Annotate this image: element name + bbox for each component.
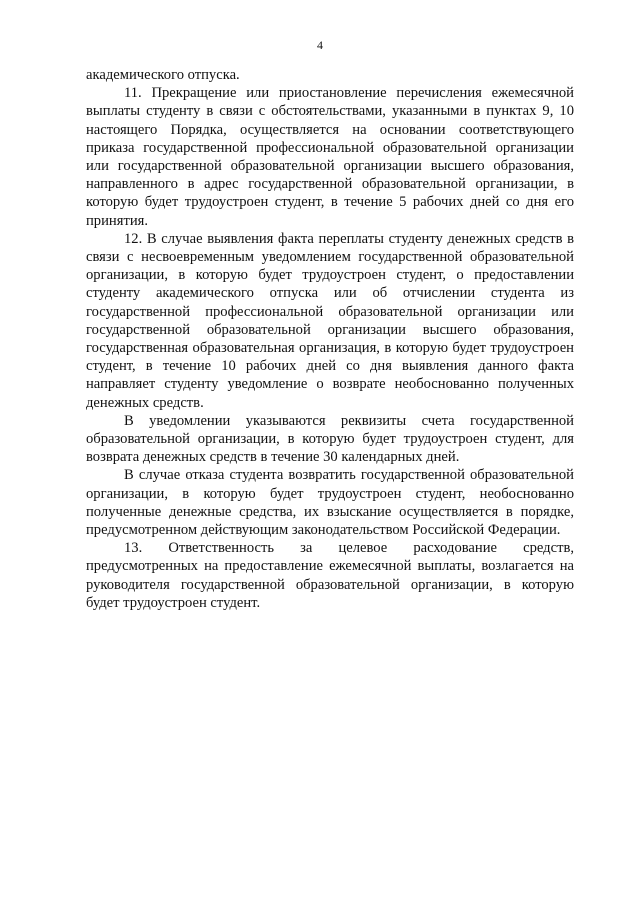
document-body <box>86 66 574 612</box>
paragraph-clause-13: 13. Ответственность за целевое расходование средств, предусмотренных на предоставление ежемесячной выплаты, возлагается на руководителя государственной образовательной организации, в которую будет трудоустроен студент. <box>86 540 574 611</box>
page-number: 4 <box>317 38 323 52</box>
paragraph-refusal-recovery: В случае отказа студента возвратить государственной образовательной организации, в которую будет трудоустроен студент, необоснованно полученные денежные средства, их взыскание осуществляется в порядке, предусмотренном действующим законодательством Российской Федерации. <box>86 467 574 539</box>
paragraph-clause-11: 11. Прекращение или приостановление перечисления ежемесячной выплаты студенту в связи с обстоятельствами, указанными в пунктах 9, 10 настоящего Порядка, осуществляется на основании соответствующего приказа государственной профессиональной образовательной организации или государственной образовательной организации высшего образования, направленного в адрес государственной образовательной организации, в которую будет трудоустроен студент, в течение 5 рабочих дней со дня его принятия. <box>86 85 574 229</box>
paragraph-notice-details: В уведомлении указываются реквизиты счета государственной образовательной организации, в которую будет трудоустроен студент, для возврата денежных средств в течение 30 календарных дней. <box>86 412 574 466</box>
paragraph-clause-12: 12. В случае выявления факта переплаты студенту денежных средств в связи с несвоевременным уведомлением государственной образовательной организации, в которую будет трудоустроен студент, о предоставлении студенту академического отпуска или об отчислении студента из государственной профессиональной образовательной организации или государственной образовательной организации высшего образования, государственная образовательная организация, в которую будет трудоустроен студент, в течение 10 рабочих дней со дня выявления данного факта направляет студенту уведомление о возврате необоснованно полученных денежных средств. <box>86 230 574 411</box>
paragraph-continuation: академического отпуска. <box>86 67 240 83</box>
